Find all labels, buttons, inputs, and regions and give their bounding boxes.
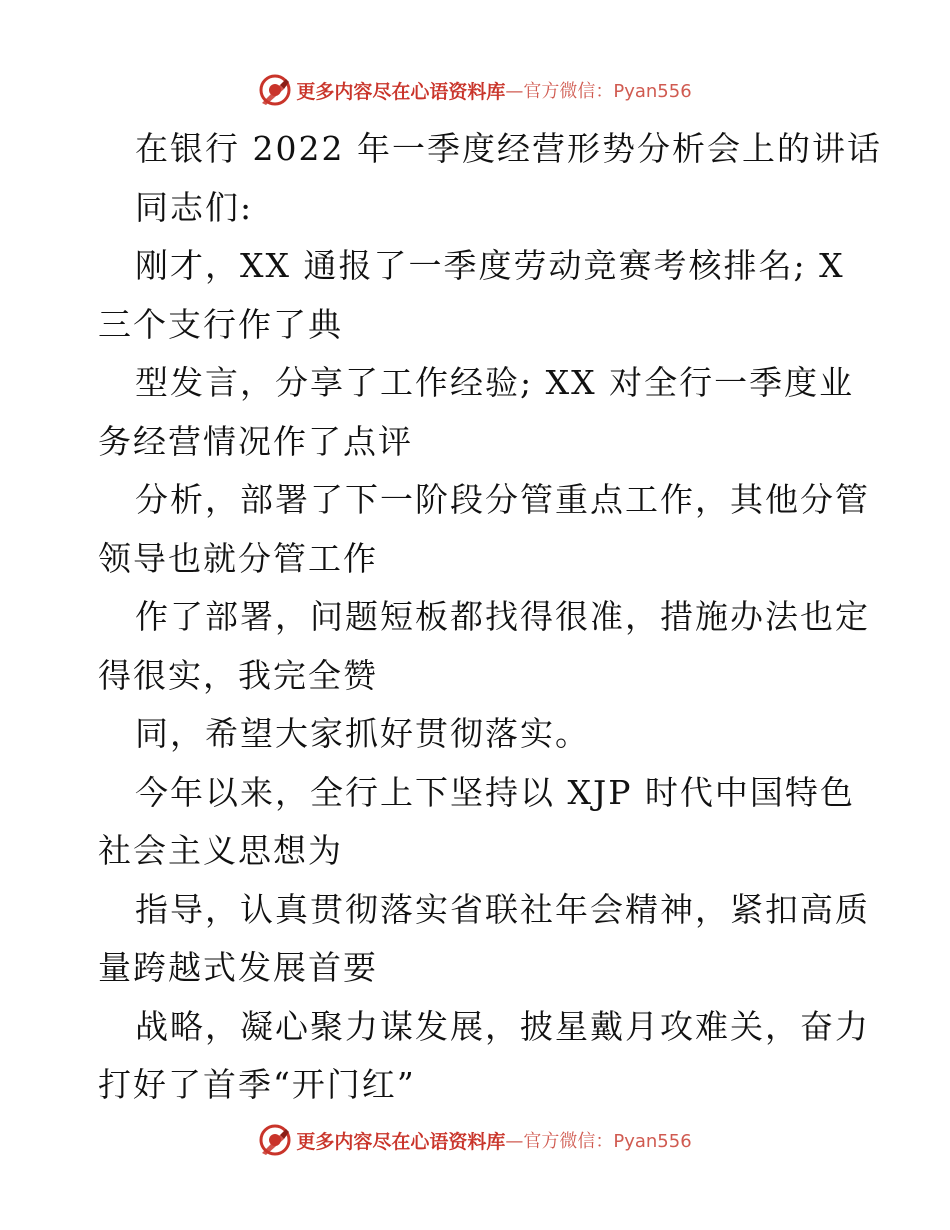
paragraph-line: 刚才，XX 通报了一季度劳动竞赛考核排名; X bbox=[135, 246, 845, 285]
paragraph-line: 社会主义思想为 bbox=[98, 831, 343, 870]
watermark-main-text: 更多内容尽在心语资料库 bbox=[296, 80, 506, 103]
paragraph-line: 今年以来，全行上下坚持以 XJP 时代中国特色 bbox=[135, 772, 855, 812]
paragraph-line: 分析，部署了下一阶段分管重点工作，其他分管 bbox=[135, 480, 870, 519]
paragraph-line: 同志们: bbox=[135, 187, 254, 227]
paragraph-line: 同，希望大家抓好贯彻落实。 bbox=[135, 714, 590, 753]
paragraph-line: 三个支行作了典 bbox=[98, 304, 343, 344]
watermark-main-text: 更多内容尽在心语资料库 bbox=[296, 1130, 506, 1153]
pen-logo-icon bbox=[258, 1123, 292, 1157]
watermark-banner-bottom bbox=[0, 1122, 950, 1158]
watermark-sub-text: —官方微信：Pyan556 bbox=[505, 1131, 692, 1152]
paragraph-line: 务经营情况作了点评 bbox=[98, 421, 413, 461]
watermark-banner-top bbox=[0, 72, 950, 108]
paragraph-line: 型发言，分享了工作经验; XX 对全行一季度业 bbox=[135, 363, 855, 402]
paragraph-line: 得很实，我完全赞 bbox=[98, 655, 378, 695]
paragraph-line: 指导，认真贯彻落实省联社年会精神，紧扣高质 bbox=[135, 889, 870, 929]
paragraph-line: 打好了首季“开门红” bbox=[98, 1065, 416, 1104]
document-title: 在银行 2022 年一季度经营形势分析会上的讲话 bbox=[135, 129, 882, 168]
paragraph-line: 战略，凝心聚力谋发展，披星戴月攻难关，奋力 bbox=[135, 1006, 870, 1046]
paragraph-line: 作了部署，问题短板都找得很准，措施办法也定 bbox=[135, 597, 870, 636]
watermark-sub-text: —官方微信：Pyan556 bbox=[505, 81, 692, 102]
document-body bbox=[98, 120, 882, 1115]
paragraph-line: 领导也就分管工作 bbox=[98, 538, 378, 578]
paragraph-line: 量跨越式发展首要 bbox=[98, 948, 378, 987]
pen-logo-icon bbox=[258, 73, 292, 107]
